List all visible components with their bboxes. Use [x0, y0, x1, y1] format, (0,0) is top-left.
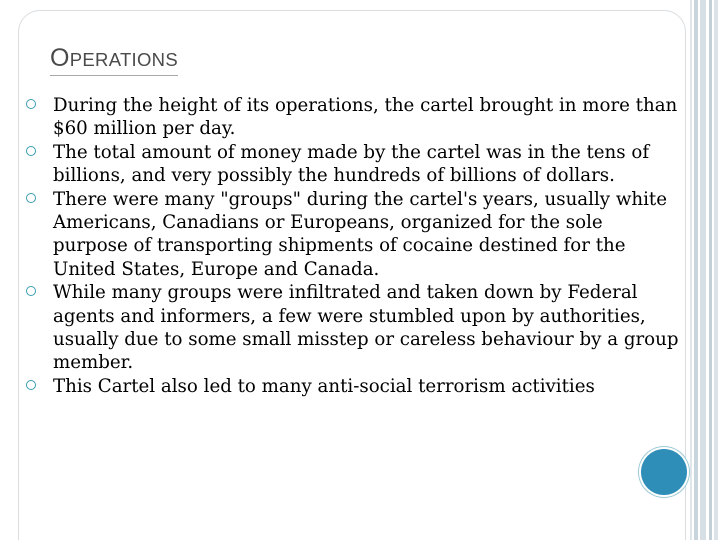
- bullet-text: This Cartel also led to many anti-social terrorism activities: [53, 375, 595, 397]
- hollow-circle-bullet-icon: [26, 286, 36, 296]
- bullet-item: [26, 375, 681, 398]
- hollow-circle-bullet-icon: [26, 193, 36, 203]
- title-first-letter: O: [50, 44, 70, 72]
- right-decorative-stripes: [684, 0, 720, 540]
- bullet-item: [26, 141, 681, 188]
- bullet-item: [26, 188, 681, 282]
- bullet-item: [26, 281, 681, 375]
- hollow-circle-bullet-icon: [26, 380, 36, 390]
- bullet-item: [26, 94, 681, 141]
- slide-title: [50, 44, 178, 76]
- decorative-circle: [641, 449, 687, 495]
- bullet-list: [26, 94, 681, 398]
- bullet-text: The total amount of money made by the cartel was in the tens of billions, and very possibly the hundreds of billions of dollars.: [53, 141, 650, 187]
- hollow-circle-bullet-icon: [26, 146, 36, 156]
- bullet-text: During the height of its operations, the cartel brought in more than $60 million per day.: [53, 95, 678, 140]
- bullet-text: There were many "groups" during the cartel's years, usually white Americans, Canadians or Europeans, organized for the sole purpose of transporting shipments of cocaine destined for the United States, Europe and Canada.: [53, 188, 667, 280]
- title-rest: PERATIONS: [69, 49, 178, 70]
- hollow-circle-bullet-icon: [26, 99, 36, 109]
- bullet-text: While many groups were infiltrated and taken down by Federal agents and informers, a few were stumbled upon by authorities, usually due to some small misstep or careless behaviour by a group member.: [53, 282, 679, 374]
